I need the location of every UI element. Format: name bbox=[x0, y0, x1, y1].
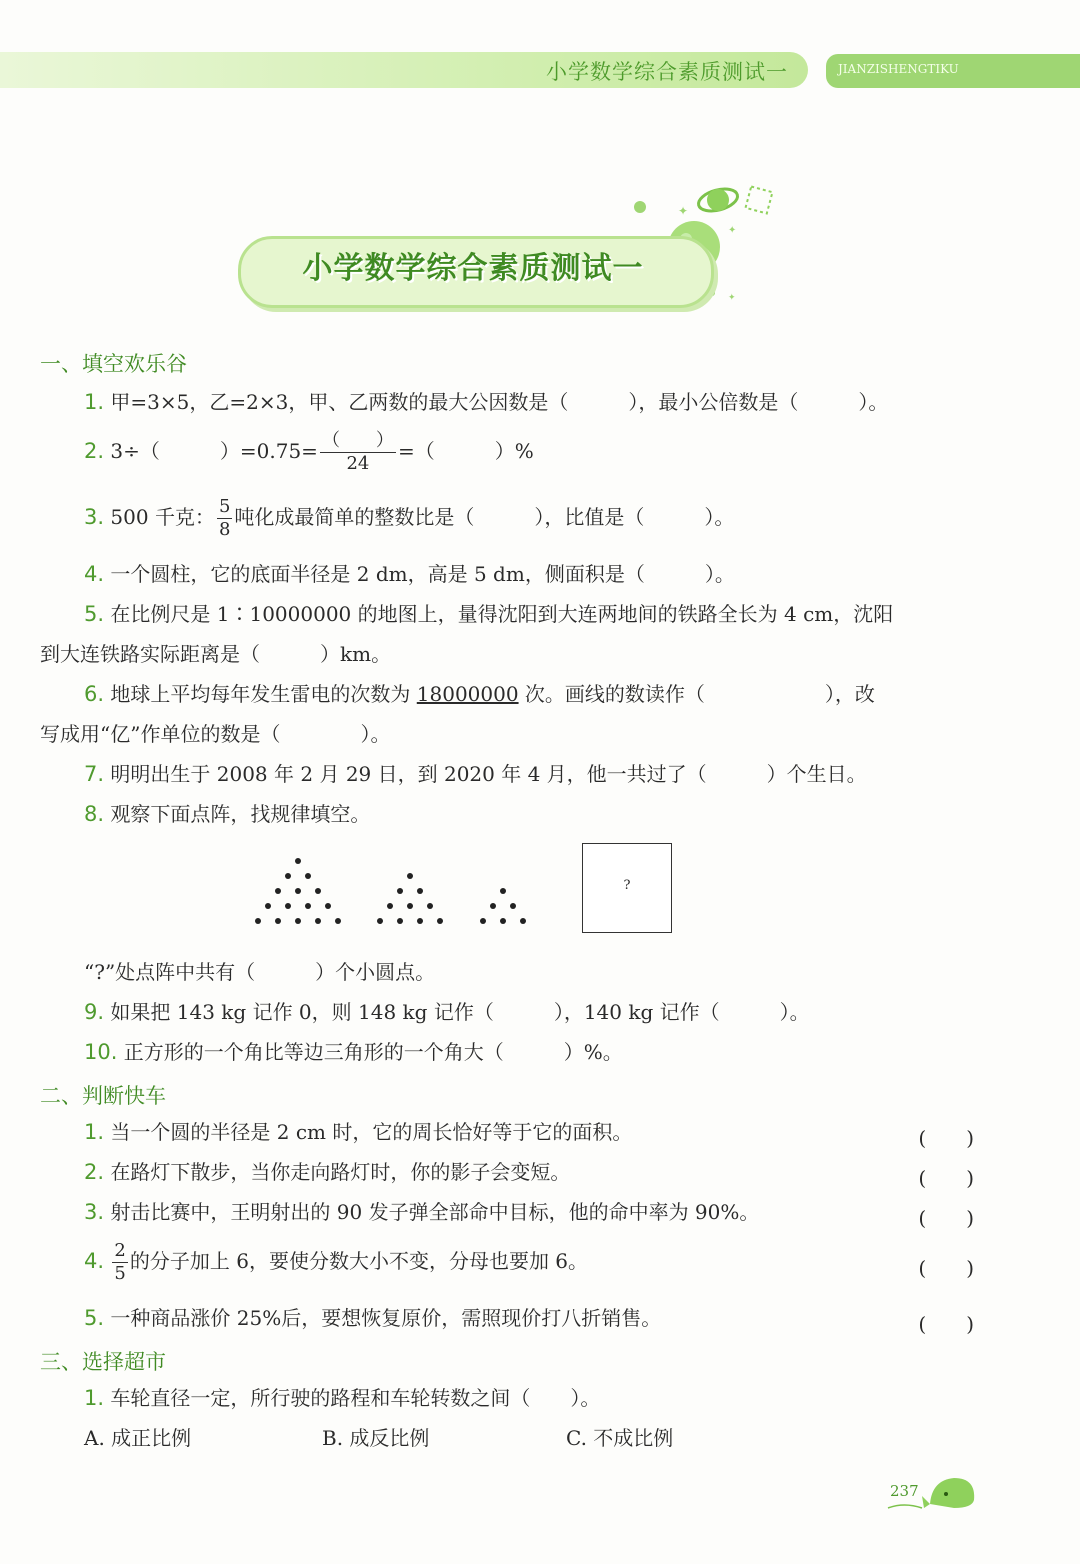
header-tag: JIANZISHENGTIKU bbox=[838, 62, 959, 76]
question-2-1: 1. 当一个圆的半径是 2 cm 时，它的周长恰好等于它的面积。 bbox=[84, 1120, 633, 1144]
option-c: C. 不成比例 bbox=[566, 1426, 674, 1450]
answer-paren: ( ) bbox=[918, 1126, 974, 1150]
question-3-1: 1. 车轮直径一定，所行驶的路程和车轮转数之间（ ）。 bbox=[84, 1386, 601, 1410]
section-heading-fill-in: 一、填空欢乐谷 bbox=[40, 352, 187, 376]
page-title: 小学数学综合素质测试一 bbox=[302, 251, 644, 286]
unknown-pattern-mark: ? bbox=[623, 878, 631, 893]
header-title: 小学数学综合素质测试一 bbox=[546, 60, 788, 84]
question-1-2: 2. 3÷（ ）=0.75= $\frac{( )}{24}$ =（ ）% bbox=[84, 430, 534, 474]
section-heading-true-false: 二、判断快车 bbox=[40, 1084, 166, 1108]
question-1-9: 9. 如果把 143 kg 记作 0，则 148 kg 记作（ ），140 kg 记作（ ）。 bbox=[84, 1000, 810, 1024]
answer-paren: ( ) bbox=[918, 1312, 974, 1336]
dot-pattern-sequence bbox=[250, 855, 540, 930]
dot-triangle-small bbox=[480, 888, 526, 924]
option-a: A. 成正比例 bbox=[84, 1426, 192, 1450]
question-1-5-cont: 到大连铁路实际距离是（ ）km。 bbox=[40, 642, 392, 666]
question-1-6: 6. 地球上平均每年发生雷电的次数为 18000000 次。画线的数读作（ ），改 bbox=[84, 682, 875, 706]
question-1-3: 3. 500 千克： $\frac{5}{8}$ 吨化成最简单的整数比是（ ），比值是（ ）。 bbox=[84, 496, 735, 540]
svg-text:✦: ✦ bbox=[728, 293, 736, 303]
option-b: B. 成反比例 bbox=[322, 1426, 430, 1450]
question-1-8-answer: “?”处点阵中共有（ ）个小圆点。 bbox=[84, 960, 436, 984]
fraction-2-5: $\frac{2}{5}$ bbox=[114, 1240, 126, 1284]
question-2-4: 4. $\frac{2}{5}$ 的分子加上 6，要使分数大小不变，分母也要加 6。 bbox=[84, 1240, 589, 1284]
question-1-5: 5. 在比例尺是 1∶10000000 的地图上，量得沈阳到大连两地间的铁路全长为 4 cm，沈阳 bbox=[84, 602, 894, 626]
question-1-4: 4. 一个圆柱，它的底面半径是 2 dm，高是 5 dm，侧面积是（ ）。 bbox=[84, 562, 735, 586]
section-heading-multiple-choice: 三、选择超市 bbox=[40, 1350, 166, 1374]
underlined-number: 18000000 bbox=[416, 682, 519, 706]
dot-triangle-large bbox=[255, 858, 341, 924]
question-2-2: 2. 在路灯下散步，当你走向路灯时，你的影子会变短。 bbox=[84, 1160, 571, 1184]
fraction-blank-over-24: $\frac{( )}{24}$ bbox=[321, 430, 394, 474]
question-2-5: 5. 一种商品涨价 25%后，要想恢复原价，需照现价打八折销售。 bbox=[84, 1306, 662, 1330]
answer-paren: ( ) bbox=[918, 1256, 974, 1280]
question-2-3: 3. 射击比赛中，王明射出的 90 发子弹全部命中目标，他的命中率为 90%。 bbox=[84, 1200, 760, 1224]
svg-text:✦: ✦ bbox=[678, 204, 689, 218]
question-1-1: 1. 甲=3×5，乙=2×3，甲、乙两数的最大公因数是（ ），最小公倍数是（ ）。 bbox=[84, 390, 889, 414]
svg-text:✦: ✦ bbox=[728, 225, 737, 236]
answer-paren: ( ) bbox=[918, 1166, 974, 1190]
question-1-6-cont: 写成用“亿”作单位的数是（ ）。 bbox=[40, 722, 391, 746]
page-number: 237 bbox=[890, 1482, 919, 1500]
question-1-7: 7. 明明出生于 2008 年 2 月 29 日，到 2020 年 4 月，他一共过了（ ）个生日。 bbox=[84, 762, 867, 786]
question-1-8: 8. 观察下面点阵，找规律填空。 bbox=[84, 802, 371, 826]
dot-triangle-medium bbox=[377, 873, 443, 924]
fraction-5-8: $\frac{5}{8}$ bbox=[218, 496, 231, 540]
answer-paren: ( ) bbox=[918, 1206, 974, 1230]
question-1-10: 10. 正方形的一个角比等边三角形的一个角大（ ）%。 bbox=[84, 1040, 623, 1064]
